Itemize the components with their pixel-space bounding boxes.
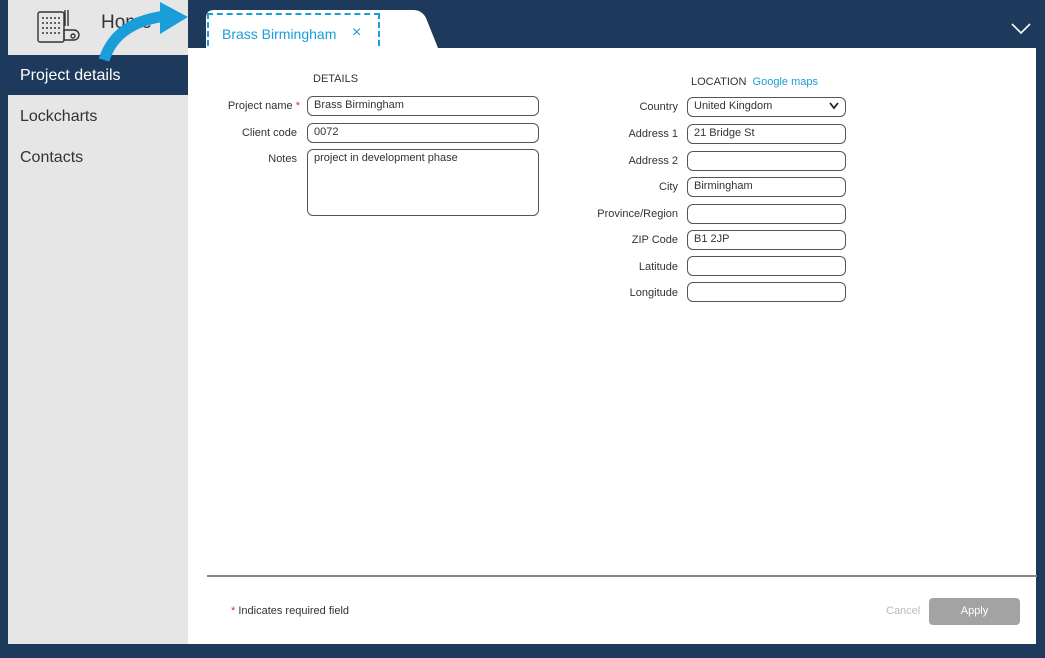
country-select-value: United Kingdom <box>694 100 773 112</box>
country-select[interactable] <box>687 97 846 117</box>
latitude-input[interactable] <box>687 256 846 276</box>
notes-textarea[interactable]: project in development phase <box>307 149 539 216</box>
home-tab-label: Home <box>101 12 152 33</box>
address1-label: Address 1 <box>628 128 678 140</box>
sidebar-item-lockcharts[interactable]: Lockcharts <box>20 108 98 125</box>
project-name-label: Project name * <box>227 100 300 112</box>
project-name-input[interactable]: Brass Birmingham <box>307 96 539 116</box>
close-tab-icon[interactable]: × <box>352 24 362 41</box>
latitude-label: Latitude <box>638 261 678 273</box>
province-input[interactable] <box>687 204 846 224</box>
province-label: Province/Region <box>597 208 678 220</box>
document-tab-label[interactable]: Brass Birmingham <box>222 26 337 42</box>
address1-input[interactable]: 21 Bridge St <box>687 124 846 144</box>
apply-button[interactable]: Apply <box>929 598 1020 625</box>
lock-plan-icon <box>36 8 80 46</box>
zip-label: ZIP Code <box>631 234 678 246</box>
cancel-button[interactable]: Cancel <box>886 605 921 617</box>
longitude-label: Longitude <box>629 287 678 299</box>
longitude-input[interactable] <box>687 282 846 302</box>
client-code-label: Client code <box>241 127 297 139</box>
city-input[interactable]: Birmingham <box>687 177 846 197</box>
footer-divider <box>207 575 1037 577</box>
sidebar <box>8 53 188 644</box>
chevron-down-icon <box>829 102 839 110</box>
chevron-down-icon[interactable] <box>1010 22 1032 36</box>
address2-input[interactable] <box>687 151 846 171</box>
client-code-input[interactable]: 0072 <box>307 123 539 143</box>
sidebar-item-project-details[interactable]: Project details <box>8 55 188 95</box>
notes-label: Notes <box>268 153 297 165</box>
city-label: City <box>659 181 678 193</box>
location-section-title: LOCATION Google maps <box>691 76 818 88</box>
details-section-title: DETAILS <box>313 73 359 85</box>
country-label: Country <box>639 101 678 113</box>
sidebar-item-contacts[interactable]: Contacts <box>20 149 84 166</box>
google-maps-link[interactable]: Google maps <box>752 76 818 88</box>
address2-label: Address 2 <box>628 155 678 167</box>
zip-input[interactable]: B1 2JP <box>687 230 846 250</box>
required-field-note: * Indicates required field <box>231 605 350 617</box>
